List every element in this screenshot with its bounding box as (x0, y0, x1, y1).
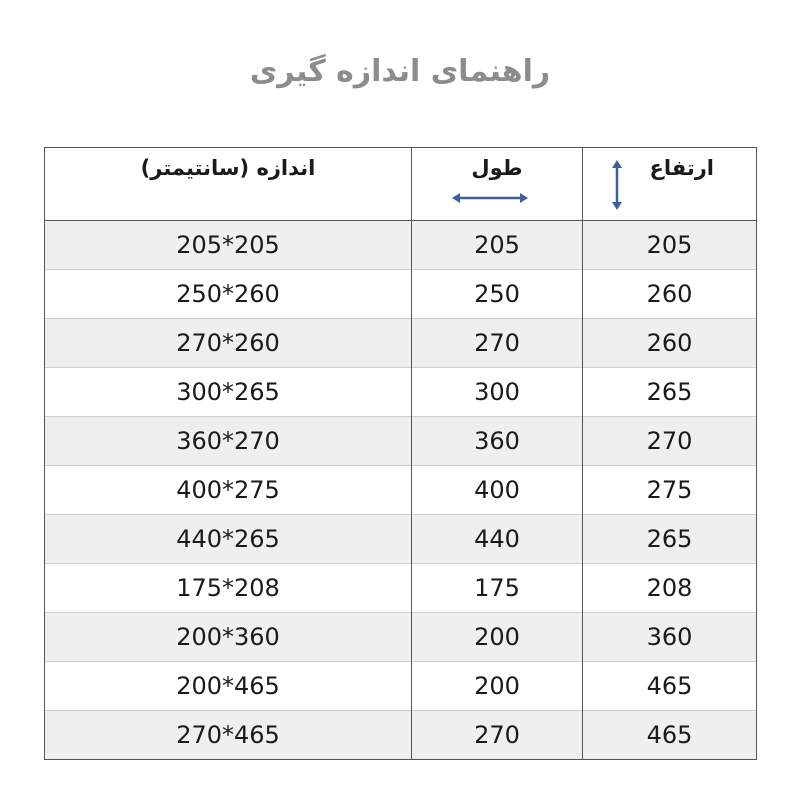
header-length-label: طول (471, 156, 523, 180)
table-row (45, 466, 757, 515)
size-cell: 200*465 (45, 662, 412, 711)
header-height-label: ارتفاع (649, 156, 714, 180)
horizontal-double-arrow-icon (452, 192, 528, 204)
header-length (412, 148, 583, 221)
length-cell: 270 (412, 319, 583, 368)
length-cell: 400 (412, 466, 583, 515)
height-cell: 260 (583, 319, 757, 368)
length-cell: 205 (412, 221, 583, 270)
size-cell: 270*465 (45, 711, 412, 760)
header-size (45, 148, 412, 221)
height-cell: 275 (583, 466, 757, 515)
length-cell: 360 (412, 417, 583, 466)
height-cell: 360 (583, 613, 757, 662)
size-cell: 205*205 (45, 221, 412, 270)
height-cell: 465 (583, 662, 757, 711)
length-cell: 200 (412, 613, 583, 662)
table-row (45, 319, 757, 368)
size-cell: 400*275 (45, 466, 412, 515)
length-cell: 250 (412, 270, 583, 319)
header-size-label: اندازه (سانتیمتر) (140, 156, 316, 180)
length-cell: 300 (412, 368, 583, 417)
height-cell: 205 (583, 221, 757, 270)
size-cell: 250*260 (45, 270, 412, 319)
height-cell: 265 (583, 515, 757, 564)
table-row (45, 221, 757, 270)
height-cell: 465 (583, 711, 757, 760)
header-height (583, 148, 757, 221)
size-cell: 175*208 (45, 564, 412, 613)
size-cell: 360*270 (45, 417, 412, 466)
size-cell: 200*360 (45, 613, 412, 662)
length-cell: 440 (412, 515, 583, 564)
table-row (45, 270, 757, 319)
table-row (45, 564, 757, 613)
height-cell: 265 (583, 368, 757, 417)
size-cell: 270*260 (45, 319, 412, 368)
table-row (45, 711, 757, 760)
table-row (45, 515, 757, 564)
size-cell: 300*265 (45, 368, 412, 417)
size-guide-table (44, 147, 757, 760)
height-cell: 260 (583, 270, 757, 319)
height-cell: 270 (583, 417, 757, 466)
table-row (45, 662, 757, 711)
table-header-row (45, 148, 757, 221)
table-row (45, 417, 757, 466)
length-cell: 270 (412, 711, 583, 760)
vertical-double-arrow-icon (611, 160, 623, 210)
size-cell: 440*265 (45, 515, 412, 564)
page-title: راهنمای اندازه گیری (249, 54, 551, 89)
length-cell: 175 (412, 564, 583, 613)
length-cell: 200 (412, 662, 583, 711)
height-cell: 208 (583, 564, 757, 613)
table-row (45, 368, 757, 417)
table-row (45, 613, 757, 662)
